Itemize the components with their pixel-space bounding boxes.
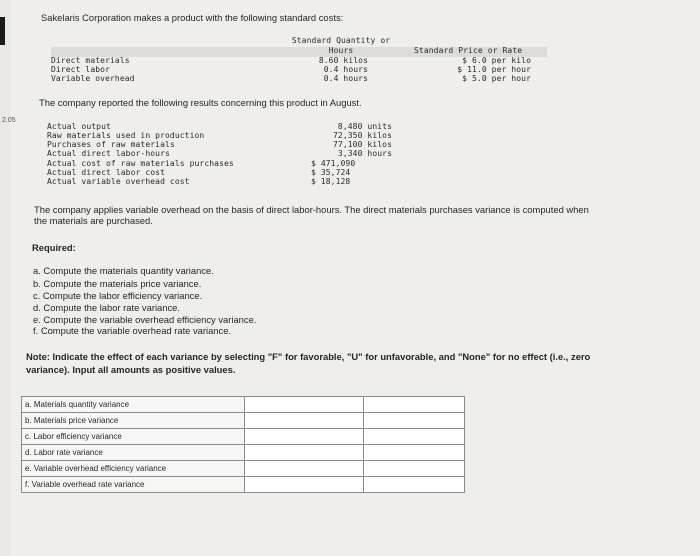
std-row-rate: $ 11.0 per hour: [457, 65, 531, 74]
result-label: Actual variable overhead cost: [47, 177, 190, 186]
variance-label: e. Variable overhead efficiency variance: [22, 461, 245, 477]
variance-effect-select[interactable]: [364, 477, 465, 493]
variance-label: f. Variable overhead rate variance: [22, 477, 245, 493]
table-row: [22, 477, 465, 493]
std-row-label: Direct labor: [51, 65, 110, 74]
variance-label: d. Labor rate variance: [22, 445, 245, 461]
result-value: $ 18,128: [311, 177, 351, 186]
std-row-qty: 8.60 kilos: [318, 56, 368, 65]
variance-label: c. Labor efficiency variance: [22, 429, 245, 445]
left-margin-mark: [0, 17, 5, 45]
result-value: 77,100 kilos: [333, 140, 392, 149]
variance-amount-input[interactable]: [245, 477, 364, 493]
result-label: Purchases of raw materials: [47, 140, 175, 149]
std-row-label: Direct materials: [51, 56, 130, 65]
std-row-qty: 0.4 hours: [323, 65, 368, 74]
result-label: Actual output: [47, 122, 111, 131]
table-row: [22, 461, 465, 477]
result-value: 8,480 units: [337, 122, 392, 131]
variance-label: a. Materials quantity variance: [22, 397, 245, 413]
variance-effect-select[interactable]: [364, 397, 465, 413]
variance-effect-select[interactable]: [364, 461, 465, 477]
required-heading: Required:: [32, 242, 76, 253]
applies-line-1: The company applies variable overhead on the basis of direct labor-hours. The direct materials purchases variance is computed when: [34, 204, 589, 215]
result-value: $ 35,724: [311, 168, 351, 177]
required-item: d. Compute the labor rate variance.: [33, 302, 180, 313]
variance-amount-input[interactable]: [245, 397, 364, 413]
required-item: b. Compute the materials price variance.: [33, 278, 202, 289]
answer-table: [21, 396, 465, 493]
table-row: [22, 413, 465, 429]
variance-effect-select[interactable]: [364, 445, 465, 461]
required-item: c. Compute the labor efficiency variance.: [33, 290, 203, 301]
intro-text: Sakelaris Corporation makes a product with the following standard costs:: [41, 12, 344, 23]
variance-label: b. Materials price variance: [22, 413, 245, 429]
required-item: e. Compute the variable overhead efficiency variance.: [33, 314, 257, 325]
result-label: Actual direct labor-hours: [47, 149, 170, 158]
result-value: 3,340 hours: [337, 149, 392, 158]
variance-effect-select[interactable]: [364, 429, 465, 445]
result-label: Raw materials used in production: [47, 131, 205, 140]
left-margin-strip: [0, 0, 10, 556]
required-item: f. Compute the variable overhead rate variance.: [33, 325, 232, 336]
result-value: 72,350 kilos: [333, 131, 392, 140]
note-line-1: Note: Indicate the effect of each variance by selecting "F" for favorable, "U" for unfavorable, and "None" for no effect (i.e., zero: [26, 351, 591, 362]
table-row: [22, 397, 465, 413]
variance-effect-select[interactable]: [364, 413, 465, 429]
result-value: $ 471,090: [311, 159, 356, 168]
std-row-rate: $ 6.0 per kilo: [462, 56, 531, 65]
table-row: [22, 445, 465, 461]
std-qty-header-line1: Standard Quantity or: [291, 36, 391, 45]
std-row-rate: $ 5.0 per hour: [462, 74, 531, 83]
variance-amount-input[interactable]: [245, 445, 364, 461]
std-row-label: Variable overhead: [51, 74, 135, 83]
applies-line-2: the materials are purchased.: [34, 215, 153, 226]
table-row: [22, 429, 465, 445]
std-qty-header-line2: Hours: [328, 46, 354, 55]
std-row-qty: 0.4 hours: [323, 74, 368, 83]
variance-amount-input[interactable]: [245, 413, 364, 429]
result-label: Actual cost of raw materials purchases: [47, 159, 234, 168]
required-item: a. Compute the materials quantity variance.: [33, 265, 214, 276]
variance-amount-input[interactable]: [245, 461, 364, 477]
note-line-2: variance). Input all amounts as positive values.: [26, 364, 236, 375]
result-label: Actual direct labor cost: [47, 168, 165, 177]
side-number: 2.05: [2, 117, 16, 124]
std-rate-header: Standard Price or Rate: [414, 46, 523, 55]
variance-amount-input[interactable]: [245, 429, 364, 445]
results-intro: The company reported the following results concerning this product in August.: [39, 97, 362, 108]
